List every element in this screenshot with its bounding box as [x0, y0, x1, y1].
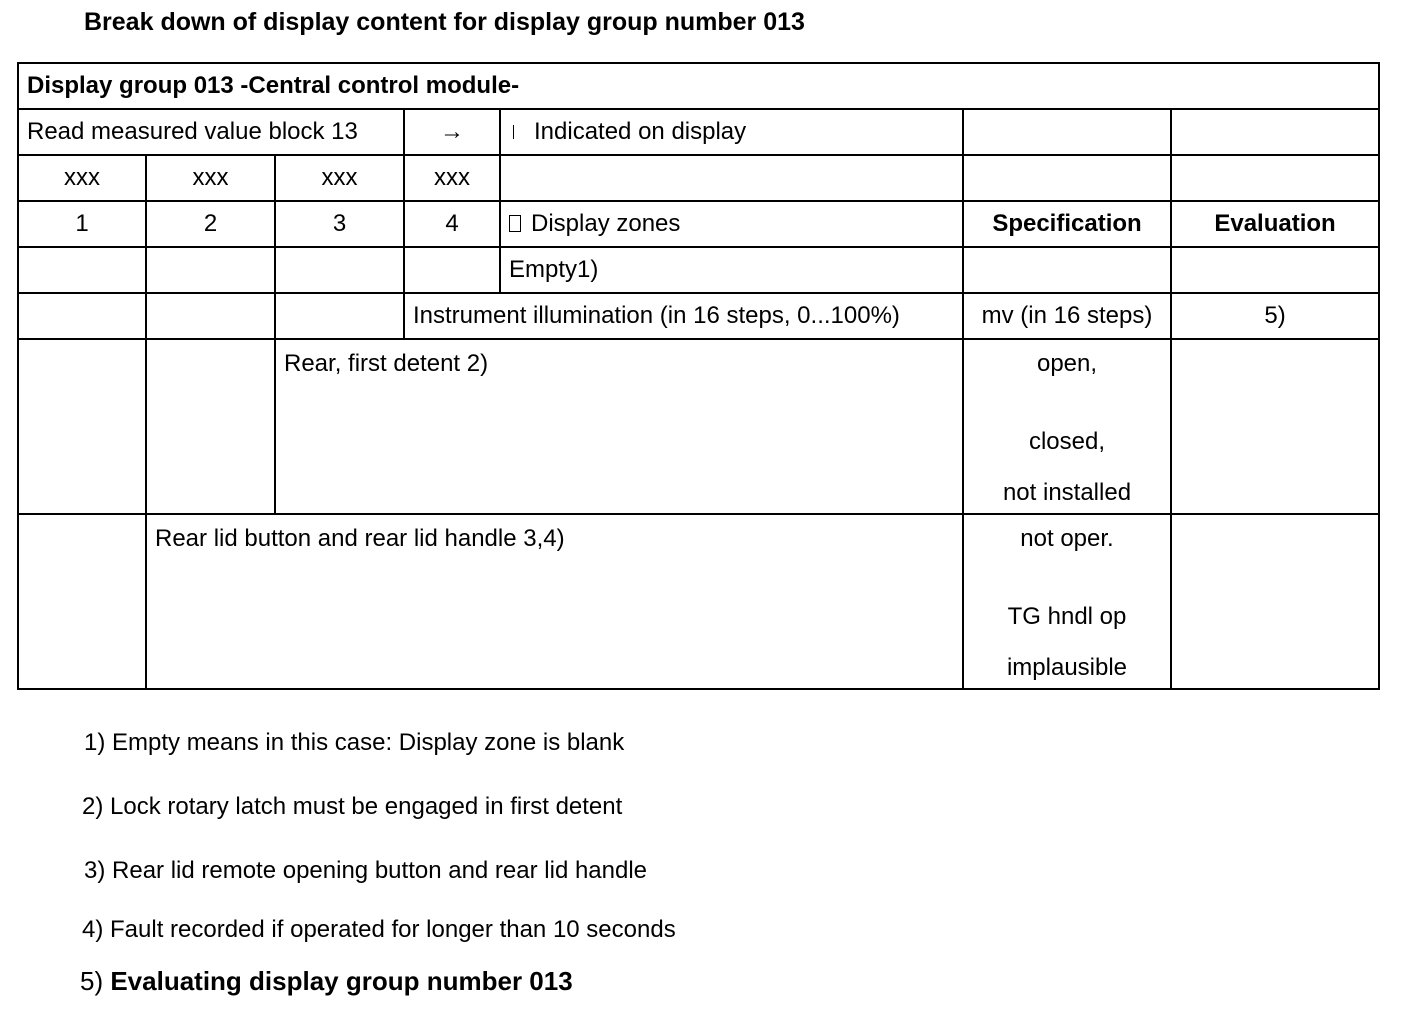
- empty-cell: [1171, 155, 1379, 201]
- spec-value: implausible: [1006, 654, 1128, 681]
- illumination-label: Instrument illumination (in 16 steps, 0...100%): [404, 293, 963, 339]
- zone-number: 4: [404, 201, 500, 247]
- empty-cell: [275, 293, 404, 339]
- xxx-cell: xxx: [18, 155, 146, 201]
- arrow-icon: →: [404, 109, 500, 155]
- footnote-4: 4) Fault recorded if operated for longer than 10 seconds: [82, 916, 676, 943]
- read-block-label: Read measured value block 13: [18, 109, 404, 155]
- footnote-3: 3) Rear lid remote opening button and rear lid handle: [84, 857, 648, 884]
- empty-cell: [275, 247, 404, 293]
- spec-value: not oper.: [1020, 525, 1114, 552]
- footnote-2: 2) Lock rotary latch must be engaged in first detent: [82, 793, 623, 820]
- empty-cell: [146, 247, 275, 293]
- empty-cell: [1171, 339, 1379, 514]
- footnote-1: 1) Empty means in this case: Display zone is blank: [84, 729, 625, 756]
- rear-detent-spec: [963, 339, 1171, 514]
- table-row: [18, 109, 1379, 155]
- display-group-table: [17, 62, 1380, 690]
- spec-value: closed,: [1028, 428, 1106, 455]
- illumination-spec: mv (in 16 steps): [963, 293, 1171, 339]
- table-row: [18, 63, 1379, 109]
- zone-number: 1: [18, 201, 146, 247]
- empty-cell: [1171, 109, 1379, 155]
- display-zones-label: Display zones: [531, 210, 681, 237]
- zone-number: 2: [146, 201, 275, 247]
- empty-cell: [146, 293, 275, 339]
- evaluation-header: Evaluation: [1171, 201, 1379, 247]
- footnote-5-prefix: 5): [80, 966, 111, 996]
- rear-lid-label: Rear lid button and rear lid handle 3,4): [146, 514, 963, 689]
- empty-cell: [1171, 247, 1379, 293]
- display-zones-cell: [500, 201, 963, 247]
- empty-cell: [18, 247, 146, 293]
- spec-value: not installed: [1002, 479, 1132, 506]
- xxx-cell: xxx: [404, 155, 500, 201]
- spec-value: open,: [1036, 350, 1098, 377]
- table-row: [18, 155, 1379, 201]
- spec-value: TG hndl op: [1007, 603, 1127, 630]
- rear-detent-label: Rear, first detent 2): [275, 339, 963, 514]
- page-title: Break down of display content for display group number 013: [84, 8, 805, 36]
- zone-number: 3: [275, 201, 404, 247]
- indicated-label: Indicated on display: [534, 118, 747, 145]
- rear-lid-spec: [963, 514, 1171, 689]
- table-row: [18, 293, 1379, 339]
- footnote-5-text: Evaluating display group number 013: [110, 966, 573, 996]
- empty-cell: [963, 247, 1171, 293]
- indicated-cell: [500, 109, 963, 155]
- footnote-5: [80, 966, 573, 997]
- xxx-cell: xxx: [146, 155, 275, 201]
- table-row: [18, 201, 1379, 247]
- table-row: [18, 339, 1379, 514]
- table-header: Display group 013 -Central control module-: [18, 63, 1379, 109]
- specification-header: Specification: [963, 201, 1171, 247]
- empty-cell: [1171, 514, 1379, 689]
- empty-cell: [18, 514, 146, 689]
- empty-cell: [404, 247, 500, 293]
- empty-cell: [146, 339, 275, 514]
- illumination-eval: 5): [1171, 293, 1379, 339]
- marker-icon: [513, 125, 514, 139]
- empty-cell: [18, 339, 146, 514]
- empty-label: Empty1): [500, 247, 963, 293]
- empty-cell: [963, 109, 1171, 155]
- checkbox-icon: [509, 215, 521, 232]
- table-row: [18, 514, 1379, 689]
- empty-cell: [18, 293, 146, 339]
- empty-cell: [963, 155, 1171, 201]
- table-row: [18, 247, 1379, 293]
- empty-cell: [500, 155, 963, 201]
- xxx-cell: xxx: [275, 155, 404, 201]
